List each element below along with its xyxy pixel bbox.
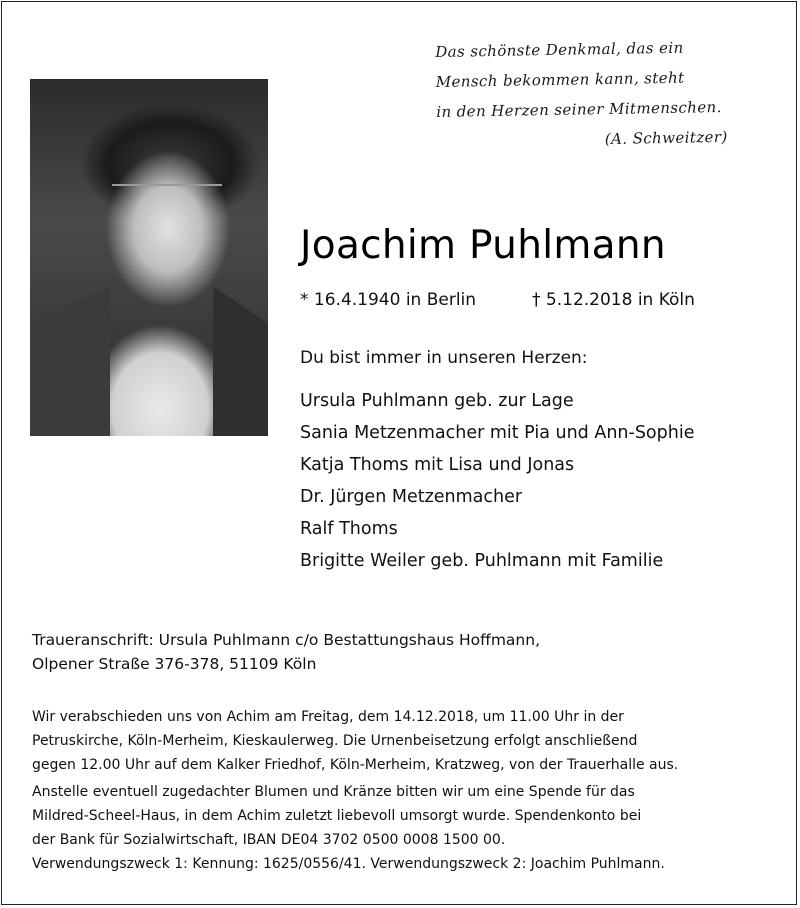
info-line: gegen 12.00 Uhr auf dem Kalker Friedhof, Köln-Merheim, Kratzweg, von der Trauerhalle aus. <box>32 757 679 773</box>
mourner-name: Ralf Thoms <box>300 519 398 539</box>
glasses-shape <box>112 184 222 208</box>
info-line: der Bank für Sozialwirtschaft, IBAN DE04 3702 0500 0008 1500 00. <box>32 832 506 848</box>
mourner-name: Ursula Puhlmann geb. zur Lage <box>300 391 574 411</box>
info-line: Petruskirche, Köln-Merheim, Kieskaulerweg. Die Urnenbeisetzung erfolgt anschließend <box>32 733 638 749</box>
quote-line: in den Herzen seiner Mitmenschen. <box>436 97 722 121</box>
info-line: Verwendungszweck 1: Kennung: 1625/0556/41. Verwendungszweck 2: Joachim Puhlmann. <box>32 856 665 872</box>
mourner-name: Katja Thoms mit Lisa und Jonas <box>300 455 575 475</box>
mourning-intro: Du bist immer in unseren Herzen: <box>300 348 588 368</box>
quote-line: Mensch bekommen kann, steht <box>435 68 685 91</box>
info-line: Anstelle eventuell zugedachter Blumen und Kränze bitten wir um eine Spende für das <box>32 784 635 800</box>
quote-author: (A. Schweitzer) <box>604 127 728 149</box>
mourners-list <box>300 385 694 577</box>
portrait-photo <box>30 79 268 436</box>
handwritten-quote <box>435 31 777 157</box>
address-line: Olpener Straße 376-378, 51109 Köln <box>32 655 317 673</box>
jacket-left-shape <box>30 286 110 436</box>
birth-date: * 16.4.1940 in Berlin <box>300 290 477 310</box>
obituary-card <box>1 1 797 905</box>
mourner-name: Sania Metzenmacher mit Pia und Ann-Sophie <box>300 423 695 443</box>
mourner-name: Brigitte Weiler geb. Puhlmann mit Familie <box>300 551 664 571</box>
ceremony-info <box>32 705 777 876</box>
mourner-name: Dr. Jürgen Metzenmacher <box>300 487 523 507</box>
info-line: Mildred-Scheel-Haus, in dem Achim zuletzt liebevoll umsorgt wurde. Spendenkonto bei <box>32 808 642 824</box>
deceased-name: Joachim Puhlmann <box>300 223 666 268</box>
death-date: † 5.12.2018 in Köln <box>532 290 695 310</box>
mourning-address <box>32 628 540 676</box>
quote-line: Das schönste Denkmal, das ein <box>435 38 684 61</box>
info-line: Wir verabschieden uns von Achim am Freitag, dem 14.12.2018, um 11.00 Uhr in der <box>32 709 624 725</box>
jacket-right-shape <box>213 286 268 436</box>
address-line: Traueranschrift: Ursula Puhlmann c/o Bestattungshaus Hoffmann, <box>32 631 541 649</box>
